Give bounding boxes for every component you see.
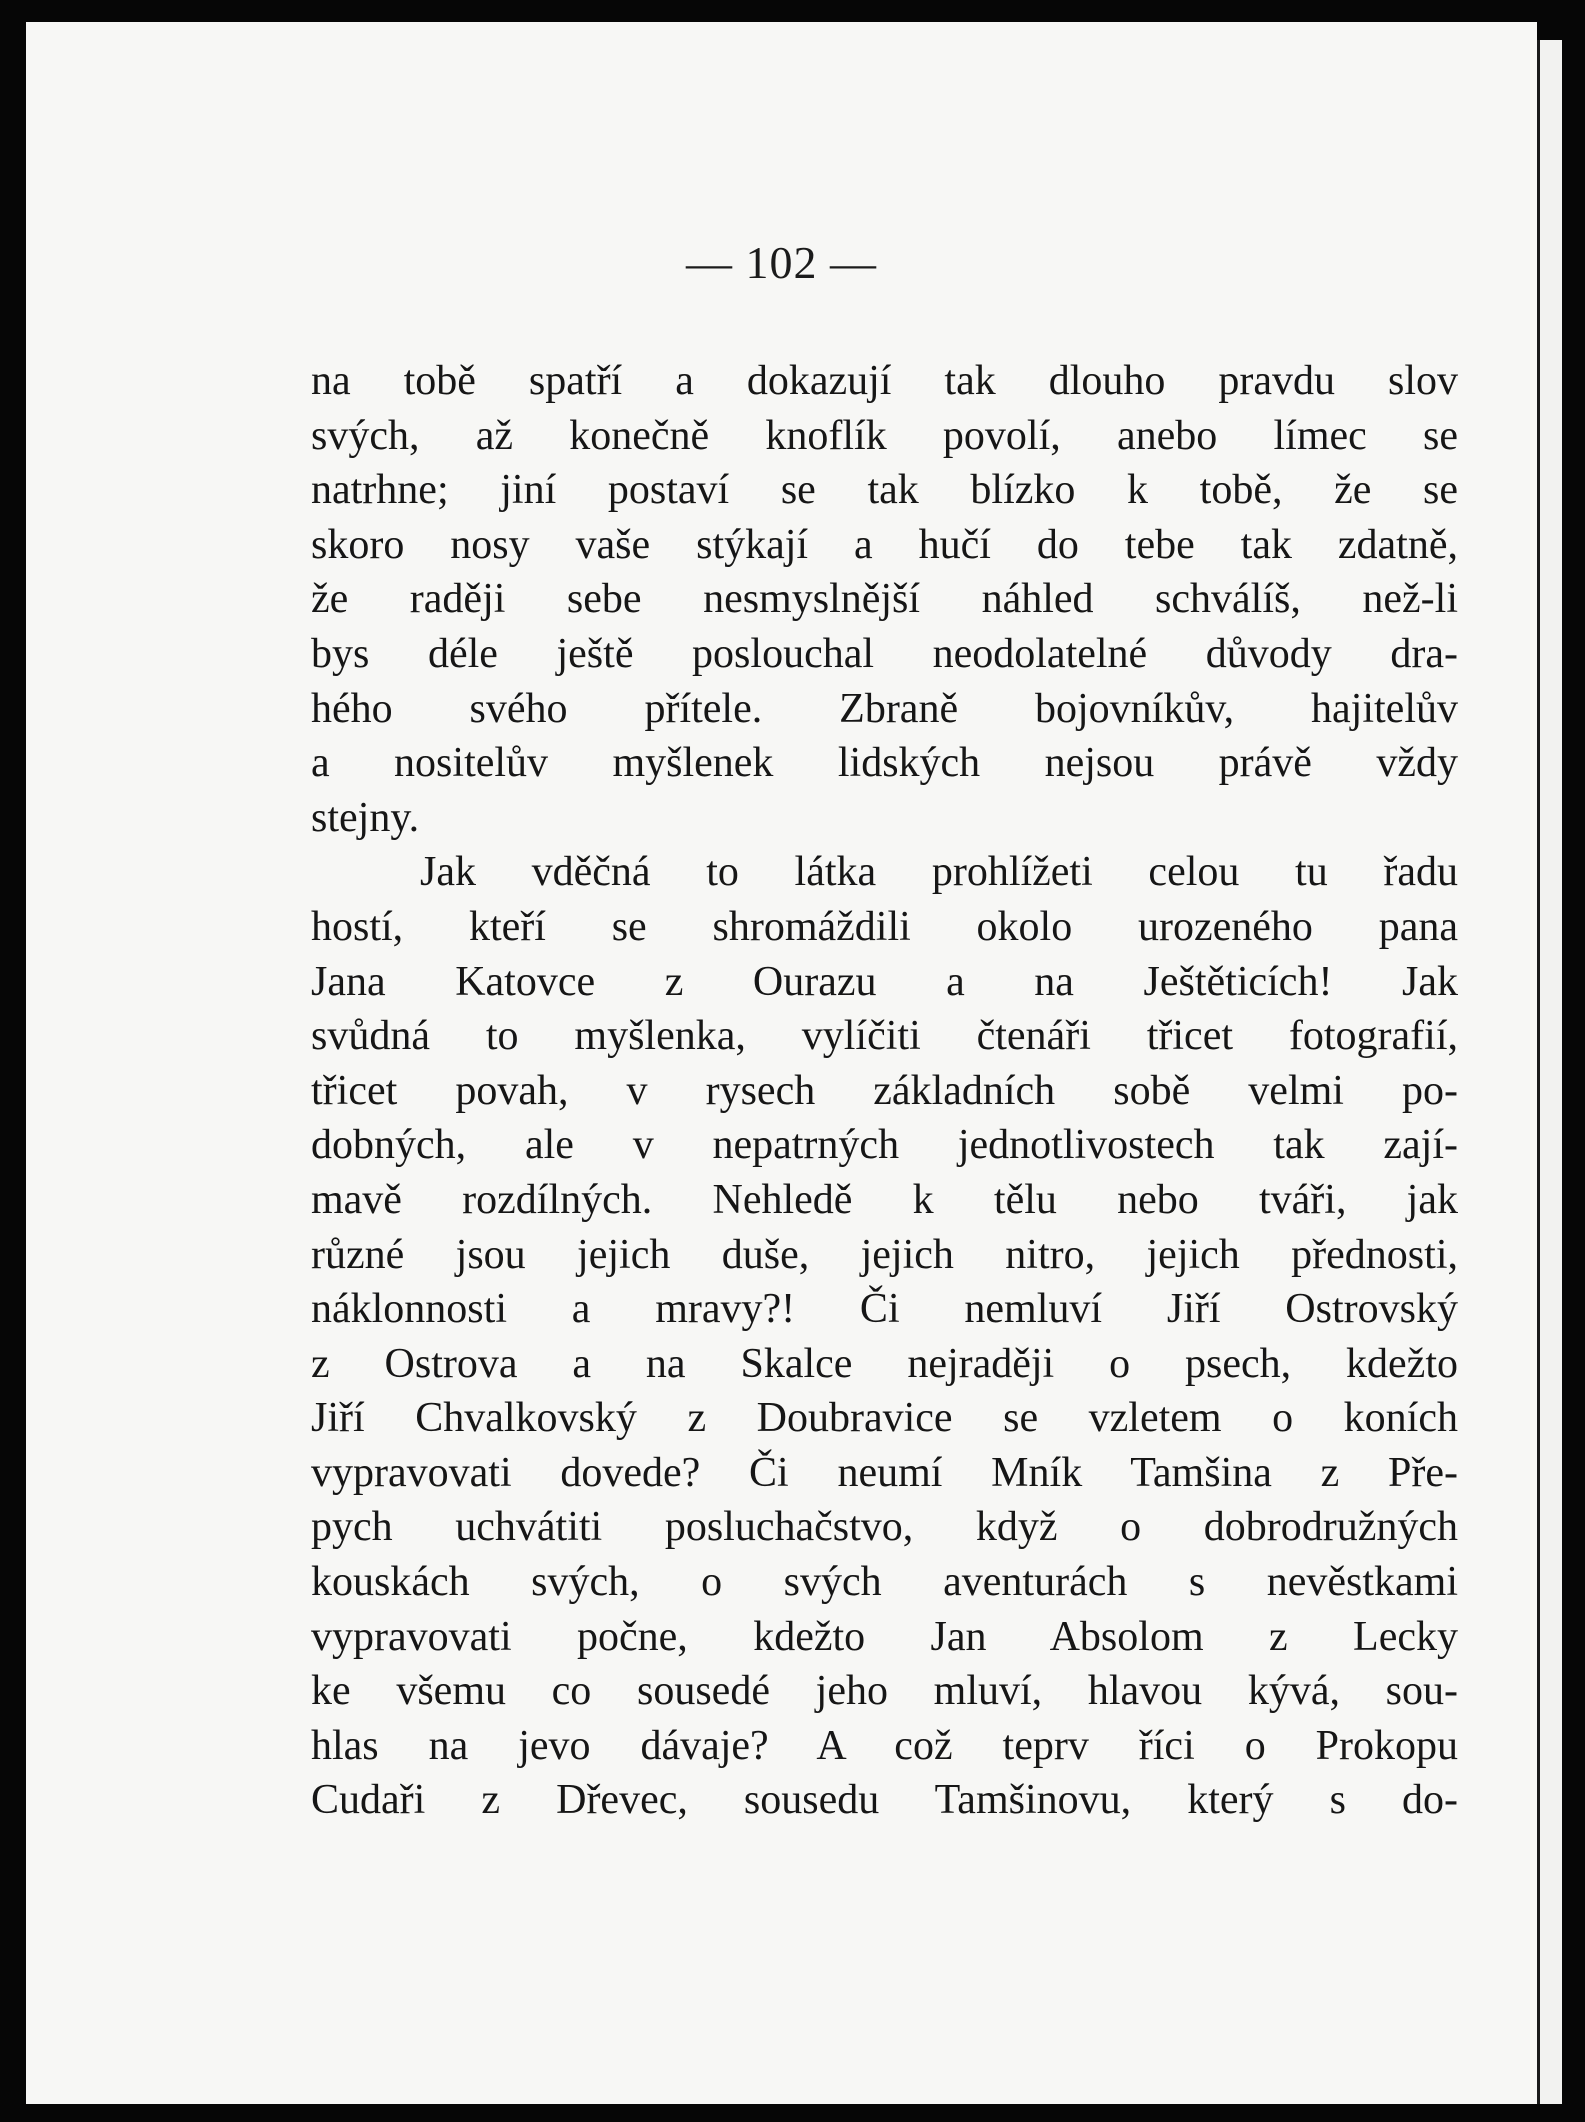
text-line: skoro nosy vaše stýkají a hučí do tebe tak zdatně, (311, 521, 1458, 568)
book-page (26, 22, 1537, 2104)
text-line: natrhne; jiní postaví se tak blízko k tobě, že se (311, 467, 1458, 514)
text-line: ke všemu co sousedé jeho mluví, hlavou kývá, sou- (311, 1668, 1458, 1715)
text-line: hlas na jevo dávaje? A což teprv říci o Prokopu (311, 1722, 1458, 1769)
text-line: pych uchvátiti posluchačstvo, když o dobrodružných (311, 1504, 1458, 1551)
text-line: vypravovati dovede? Či neumí Mník Tamšina z Pře- (311, 1449, 1458, 1496)
text-line: kouskách svých, o svých aventurách s nevěstkami (311, 1559, 1458, 1606)
text-line: Jana Katovce z Ourazu a na Ještěticích! Jak (311, 958, 1458, 1005)
text-line: svůdná to myšlenka, vylíčiti čtenáři třicet fotografií, (311, 1013, 1458, 1060)
text-line: mavě rozdílných. Nehledě k tělu nebo tváři, jak (311, 1176, 1458, 1223)
page-number: — 102 — (686, 237, 877, 288)
text-line: náklonnosti a mravy?! Či nemluví Jiří Ostrovský (311, 1286, 1458, 1333)
text-line: svých, až konečně knoflík povolí, anebo límec se (311, 412, 1458, 459)
text-line: různé jsou jejich duše, jejich nitro, jejich přednosti, (311, 1231, 1458, 1278)
text-line: vypravovati počne, kdežto Jan Absolom z Lecky (311, 1613, 1458, 1660)
text-line: že raději sebe nesmyslnější náhled schválíš, než-li (311, 576, 1458, 623)
paragraph-start-line: Jak vděčná to látka prohlížeti celou tu řadu (420, 849, 1458, 896)
text-line: z Ostrova a na Skalce nejraději o psech, kdežto (311, 1340, 1458, 1387)
adjacent-page-edge (1537, 40, 1562, 2104)
text-line: hého svého přítele. Zbraně bojovníkův, hajitelův (311, 685, 1458, 732)
paragraph-end-line: stejny. (311, 794, 420, 841)
text-line: na tobě spatří a dokazují tak dlouho pravdu slov (311, 358, 1458, 404)
text-line: a nositelův myšlenek lidských nejsou právě vždy (311, 740, 1458, 787)
body-text (311, 354, 1458, 1828)
text-line: Jiří Chvalkovský z Doubravice se vzletem o koních (311, 1395, 1458, 1442)
text-line: třicet povah, v rysech základních sobě velmi po- (311, 1067, 1458, 1114)
text-line: Cudaři z Dřevec, sousedu Tamšinovu, který s do- (311, 1777, 1458, 1824)
text-line: bys déle ještě poslouchal neodolatelné důvody dra- (311, 630, 1458, 677)
text-line: hostí, kteří se shromáždili okolo urozeného pana (311, 903, 1458, 950)
text-line: dobných, ale v nepatrných jednotlivostech tak zají- (311, 1122, 1458, 1169)
